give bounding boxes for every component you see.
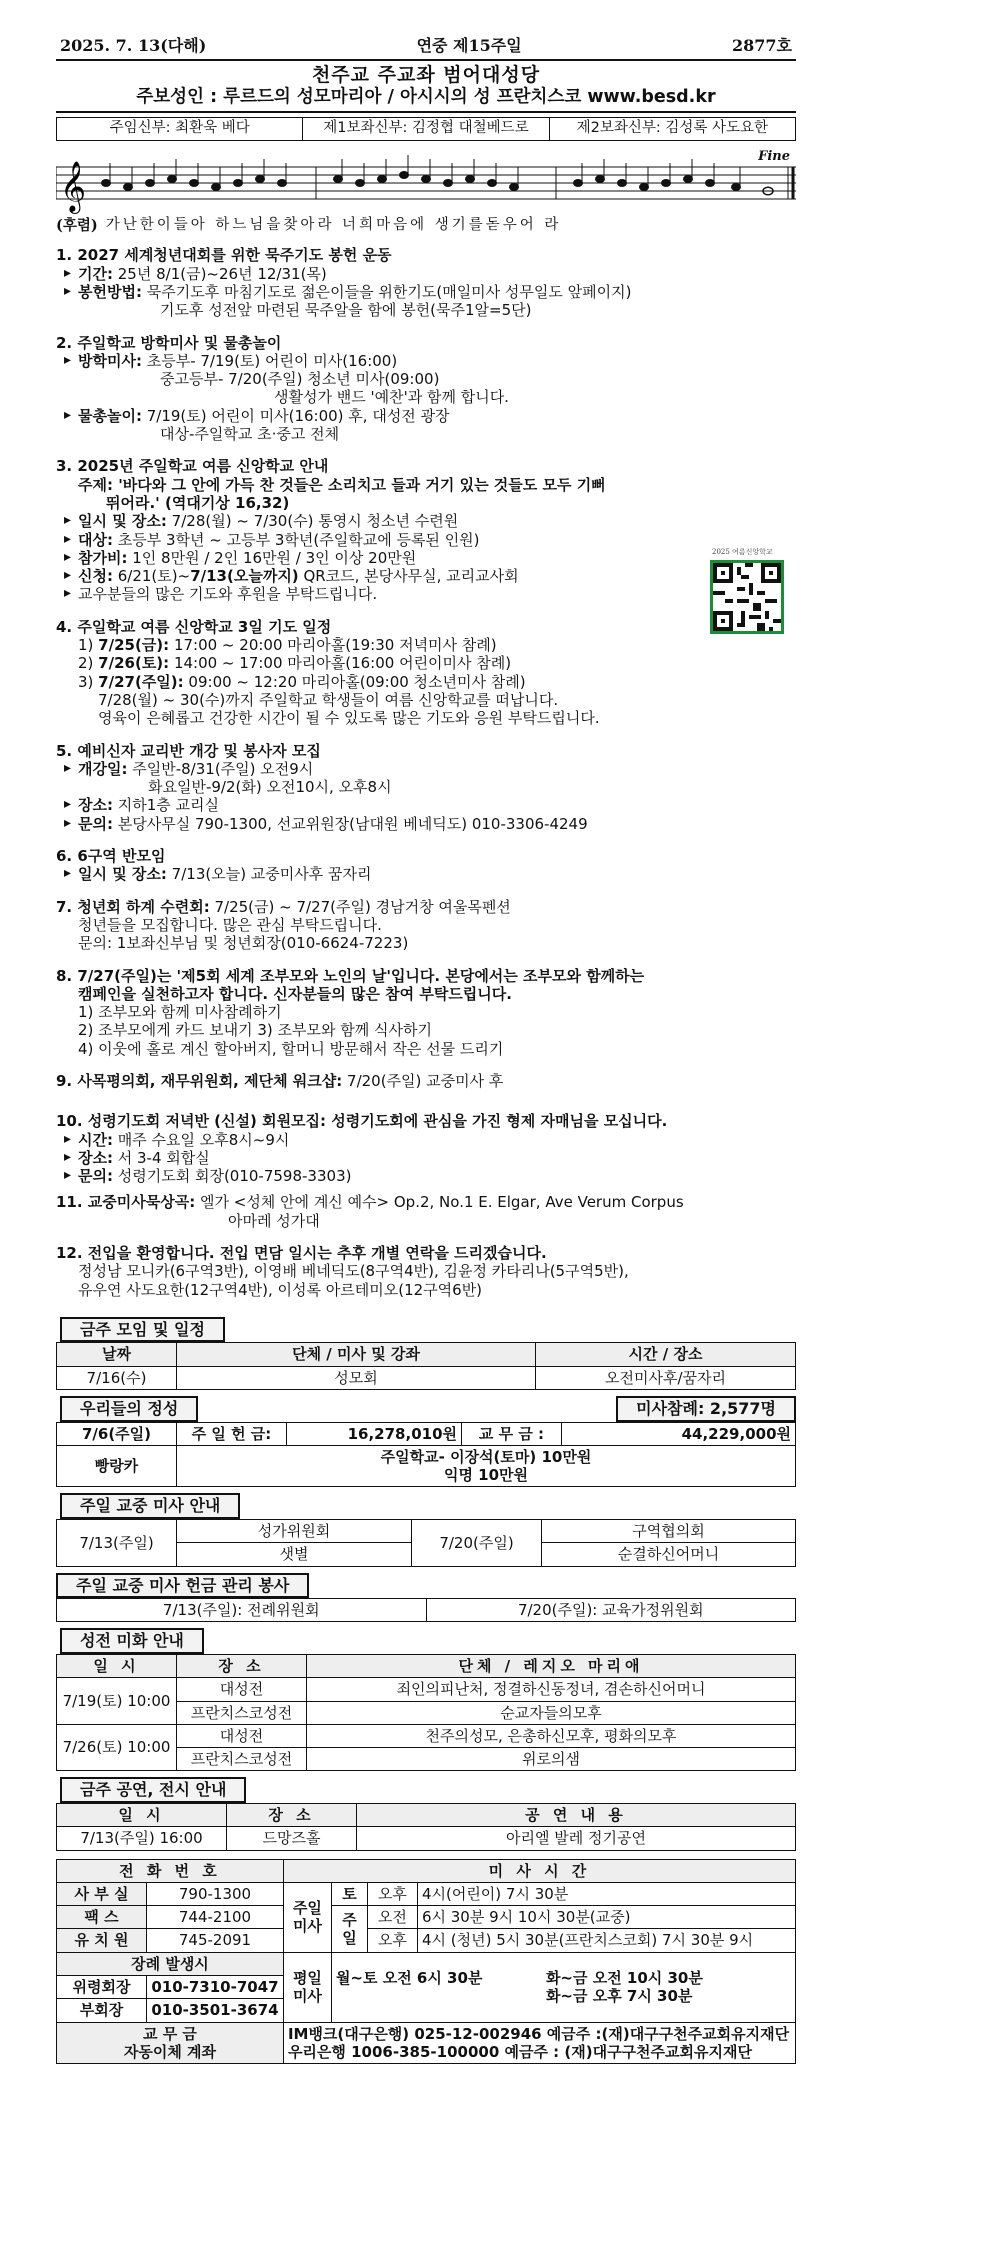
tithe-amount: 44,229,000원 <box>562 1422 796 1445</box>
notice-title: 4. 주일학교 여름 신앙학교 3일 기도 일정 <box>56 617 332 636</box>
notice-line: 7/28(월) ~ 30(수)까지 주일학교 학생들이 여름 신앙학교를 떠납니다. <box>98 690 559 709</box>
notice-5 <box>56 742 796 833</box>
notice-title: 7. 청년회 하계 수련회: 7/25(금) ~ 7/27(주일) 경남거창 여울목펜션 <box>56 897 511 916</box>
notice-line: 아마레 성가대 <box>228 1211 320 1230</box>
notice-8 <box>56 967 796 1058</box>
notice-line: ▸ 개강일: 주일반-8/31(주일) 오전9시 <box>56 760 796 778</box>
notice-line: 대상-주일학교 초·중고 전체 <box>160 425 340 444</box>
notice-line: ▸ 방학미사: 초등부- 7/19(토) 어린이 미사(16:00) <box>56 352 796 370</box>
notice-line: 3) 7/27(주일): 09:00 ~ 12:20 마리아홀(09:00 청소년미사 참례) <box>78 672 526 691</box>
notice-theme: 주제: '바다와 그 안에 가득 찬 것들은 소리치고 들과 거기 있는 것들도 모두 기뻐 <box>78 475 606 494</box>
notice-3 <box>56 457 796 603</box>
offering-date: 7/6(주일) <box>57 1422 177 1445</box>
notice-line: ▸ 일시 및 장소: 7/28(월) ~ 7/30(수) 통영시 청소년 수련원 <box>56 512 796 530</box>
notice-title: 6. 6구역 반모임 <box>56 847 166 866</box>
notice-line: 정성남 모니카(6구역3반), 이영배 베네딕도(8구역4반), 김윤정 카타리나(5구역5반), <box>78 1262 629 1281</box>
priests-row <box>56 117 796 141</box>
notice-line: 4) 이웃에 홀로 계신 할아버지, 할머니 방문해서 작은 선물 드리기 <box>78 1039 504 1058</box>
notice-title: 8. 7/27(주일)는 '제5회 세계 조부모와 노인의 날'입니다. 본당에서는 조부모와 함께하는 <box>56 966 645 985</box>
patron-line: 주보성인 : 루르드의 성모마리아 / 아시시의 성 프란치스코 www.besd.kr <box>56 87 796 113</box>
notice-line: 문의: 1보좌신부님 및 청년회장(010-6624-7223) <box>78 934 409 953</box>
notice-theme-2: 뛰어라.' (역대기상 16,32) <box>106 493 290 512</box>
offering-title: 우리들의 정성 <box>60 1396 198 1422</box>
parish-name: 천주교 주교좌 범어대성당 <box>311 63 541 86</box>
cash-title: 주일 교중 미사 헌금 관리 봉사 <box>56 1573 309 1599</box>
offering-table: 7/6(주일) 주 일 헌 금: 16,278,010원 교 무 금 : 44,229,000원 빵랑카 주일학교- 이장석(토마) 10만원 익명 10만원 <box>56 1422 796 1488</box>
notice-title: 1. 2027 세계청년대회를 위한 묵주기도 봉헌 운동 <box>56 246 392 265</box>
notice-line: 중고등부- 7/20(주일) 청소년 미사(09:00) <box>160 370 440 389</box>
bread-label: 빵랑카 <box>57 1445 177 1487</box>
notice-line: ▸ 장소: 서 3-4 회합실 <box>56 1149 796 1167</box>
notice-1 <box>56 246 796 319</box>
weekday-mass-times: 월~토 오전 6시 30분 화~금 오전 10시 30분 화~금 오후 7시 30분 <box>331 1952 795 2022</box>
assistant-priest-1: 제1보좌신부: 김정협 대철베드로 <box>303 118 549 140</box>
table-row: 7/16(수) 성모회 오전미사후/꿈자리 <box>57 1366 796 1389</box>
notice-line: 생활성가 밴드 '예찬'과 함께 합니다. <box>274 388 509 407</box>
music-score <box>56 149 796 217</box>
notice-line: ▸ 대상: 초등부 3학년 ~ 고등부 3학년(주일학교에 등록된 인원) <box>56 531 796 549</box>
svg-text:𝄞: 𝄞 <box>60 160 87 212</box>
notice-9 <box>56 1072 796 1090</box>
tithe-account-label: 교 무 금 자동이체 계좌 <box>57 2022 284 2064</box>
notices <box>56 246 796 1299</box>
meetings-title: 금주 모임 및 일정 <box>60 1317 225 1343</box>
concert-table: 일 시 장 소 공 연 내 용 7/13(주일) 16:00 드망즈홀 아리엘 발레 정기공연 <box>56 1803 796 1851</box>
notice-title: 5. 예비신자 교리반 개강 및 봉사자 모집 <box>56 741 321 760</box>
notice-line: 화요일반-9/2(화) 오전10시, 오후8시 <box>148 778 392 797</box>
notice-2 <box>56 334 796 444</box>
fine-mark: Fine <box>758 148 790 164</box>
notice-11 <box>56 1193 796 1230</box>
notice-12 <box>56 1244 796 1299</box>
notice-line: ▸ 신청: 6/21(토)~7/13(오늘까지) QR코드, 본당사무실, 교리교사회 <box>56 567 796 585</box>
notice-line: ▸ 교우분들의 많은 기도와 후원을 부탁드립니다. <box>56 585 796 603</box>
meetings-header-date: 날짜 <box>57 1343 177 1366</box>
notice-line: 2) 조부모에게 카드 보내기 3) 조부모와 함께 식사하기 <box>78 1021 432 1040</box>
mass-attendance: 미사참례: 2,577명 <box>616 1396 796 1422</box>
notice-line: ▸ 봉헌방법: 묵주기도후 마침기도로 젊은이들을 위한기도(매일미사 성무일도 앞페이지) <box>56 283 796 301</box>
notice-line: ▸ 시간: 매주 수요일 오후8시~9시 <box>56 1131 796 1149</box>
notice-line: 기도후 성전앞 마련된 묵주알을 함에 봉헌(묵주1알=5단) <box>160 301 532 320</box>
notice-line: ▸ 문의: 본당사무실 790-1300, 선교위원장(남대원 베네딕도) 010-3306-4249 <box>56 815 796 833</box>
meetings-header-time: 시간 / 장소 <box>536 1343 796 1366</box>
refrain-lyric <box>56 217 796 235</box>
notice-line: 청년들을 모집합니다. 많은 관심 부탁드립니다. <box>78 915 382 934</box>
cash-table: 7/13(주일): 전례위원회 7/20(주일): 교육가정위원회 <box>56 1598 796 1622</box>
notice-line: 2) 7/26(토): 14:00 ~ 17:00 마리아홀(16:00 어린이미사 참례) <box>78 654 512 673</box>
notice-line: ▸ 물총놀이: 7/19(토) 어린이 미사(16:00) 후, 대성전 광장 <box>56 407 796 425</box>
notice-10 <box>56 1112 796 1185</box>
notice-title: 11. 교중미사묵상곡: 엘가 <성체 안에 계신 예수> Op.2, No.1 E. Elgar, Ave Verum Corpus <box>56 1193 684 1212</box>
refrain-text: 가난한이들아 하느님을찾아라 너희마음에 생기를돋우어 라 <box>105 216 562 233</box>
notice-title: 12. 전입을 환영합니다. 전입 면담 일시는 추후 개별 연락을 드리겠습니다. <box>56 1244 547 1263</box>
issue-number: 2877호 <box>731 36 792 55</box>
meetings-header-group: 단체 / 미사 및 강좌 <box>177 1343 536 1366</box>
bulletin-column <box>56 36 796 2064</box>
assistant-priest-2: 제2보좌신부: 김성록 사도요한 <box>576 120 769 137</box>
notice-4 <box>56 618 796 728</box>
mass-guide-title: 주일 교중 미사 안내 <box>60 1493 240 1519</box>
cleaning-table: 일 시 장 소 단체 / 레지오 마리애 7/19(토) 10:00 대성전 죄인의피난처, 정결하신동정녀, 겸손하신어머니 프란치스코성전 순교자들의모후 7/26(토) 10:00 대성전 천주의성모, 은총하신모후, 평화의모후 프란치스코성전 위로의샘 <box>56 1654 796 1771</box>
qr-code-icon[interactable] <box>710 560 784 634</box>
concert-title: 금주 공연, 전시 안내 <box>60 1777 246 1803</box>
notice-line: ▸ 참가비: 1인 8만원 / 2인 16만원 / 3인 이상 20만원 <box>56 549 796 567</box>
bread-donors: 주일학교- 이장석(토마) 10만원 익명 10만원 <box>177 1445 796 1487</box>
notice-7 <box>56 898 796 953</box>
bulletin-date: 2025. 7. 13(다해) <box>60 36 207 55</box>
notice-line: ▸ 장소: 지하1층 교리실 <box>56 796 796 814</box>
refrain-label: (후렴) <box>56 216 98 234</box>
notice-line: ▸ 기간: 25년 8/1(금)~26년 12/31(목) <box>56 265 796 283</box>
meetings-table <box>56 1342 796 1390</box>
notice-line: 유우연 사도요한(12구역4반), 이성록 아르테미오(12구역6반) <box>78 1280 483 1299</box>
offering-header <box>56 1390 796 1422</box>
bank-accounts: IM뱅크(대구은행) 025-12-002946 예금주 :(재)대구구천주교회유지재단 우리은행 1006-385-100000 예금주 : (재)대구구천주교회유지재단 <box>283 2022 795 2064</box>
mass-guide-table: 7/13(주일) 성가위원회 7/20(주일) 구역협의회 샛별 순결하신어머니 <box>56 1519 796 1567</box>
notice-line: 영육이 은혜롭고 건강한 시간이 될 수 있도록 많은 기도와 응원 부탁드립니다. <box>98 709 600 728</box>
header-top <box>56 36 796 61</box>
notice-line: 1) 7/25(금): 17:00 ~ 20:00 마리아홀(19:30 저녁미사 참례) <box>78 636 497 655</box>
notice-title: 2. 주일학교 방학미사 및 물총놀이 <box>56 333 282 352</box>
pastor: 주임신부: 최환욱 베다 <box>57 118 303 140</box>
staff-svg <box>56 149 796 217</box>
notice-line: ▸ 문의: 성령기도회 회장(010-7598-3303) <box>56 1167 796 1185</box>
liturgical-sunday: 연중 제15주일 <box>416 36 522 55</box>
notice-title-2: 캠페인을 실천하고자 합니다. 신자분들의 많은 참여 부탁드립니다. <box>78 984 512 1003</box>
contact-mass-table: 전 화 번 호 미 사 시 간 사 부 실 790-1300 주일 미사 토 오후 4시(어린이) 7시 30분 팩 스 744-2100 주일 오전 6시 30분 9시 10시 30분(교중) 유 치 원 745-2091 오후 4시 (청년) 5시 30분(프란치스코회) 7시 30분 9시 장례 발생시 평일 미사 월~토 오전 6시 30분 화~금 오전 10시 30분 화~금 오후 7시 30분 위령회장 010-7310-7047 부회장 010-3501-3674 교 무 금 자동이체 계좌 IM뱅크(대구은행) 025-12-002946 예금주 :(재)대구구천주교회유지재단 우리은행 1006-385-100000 예금주 : (재)대구구천주교회유지재단 <box>56 1859 796 2065</box>
qr-caption: 2025 여름신앙학교 <box>712 548 773 556</box>
notice-title: 9. 사목평의회, 재무위원회, 제단체 워크샵: 7/20(주일) 교중미사 후 <box>56 1071 504 1090</box>
notice-title: 3. 2025년 주일학교 여름 신앙학교 안내 <box>56 457 329 476</box>
sunday-offering-amount: 16,278,010원 <box>287 1422 462 1445</box>
notice-line: ▸ 일시 및 장소: 7/13(오늘) 교중미사후 꿈자리 <box>56 865 796 883</box>
notice-line: 1) 조부모와 함께 미사참례하기 <box>78 1003 282 1022</box>
notice-title: 10. 성령기도회 저녁반 (신설) 회원모집: 성령기도회에 관심을 가진 형제 자매님을 모십니다. <box>56 1112 668 1131</box>
notice-6 <box>56 847 796 884</box>
cleaning-title: 성전 미화 안내 <box>60 1628 204 1654</box>
